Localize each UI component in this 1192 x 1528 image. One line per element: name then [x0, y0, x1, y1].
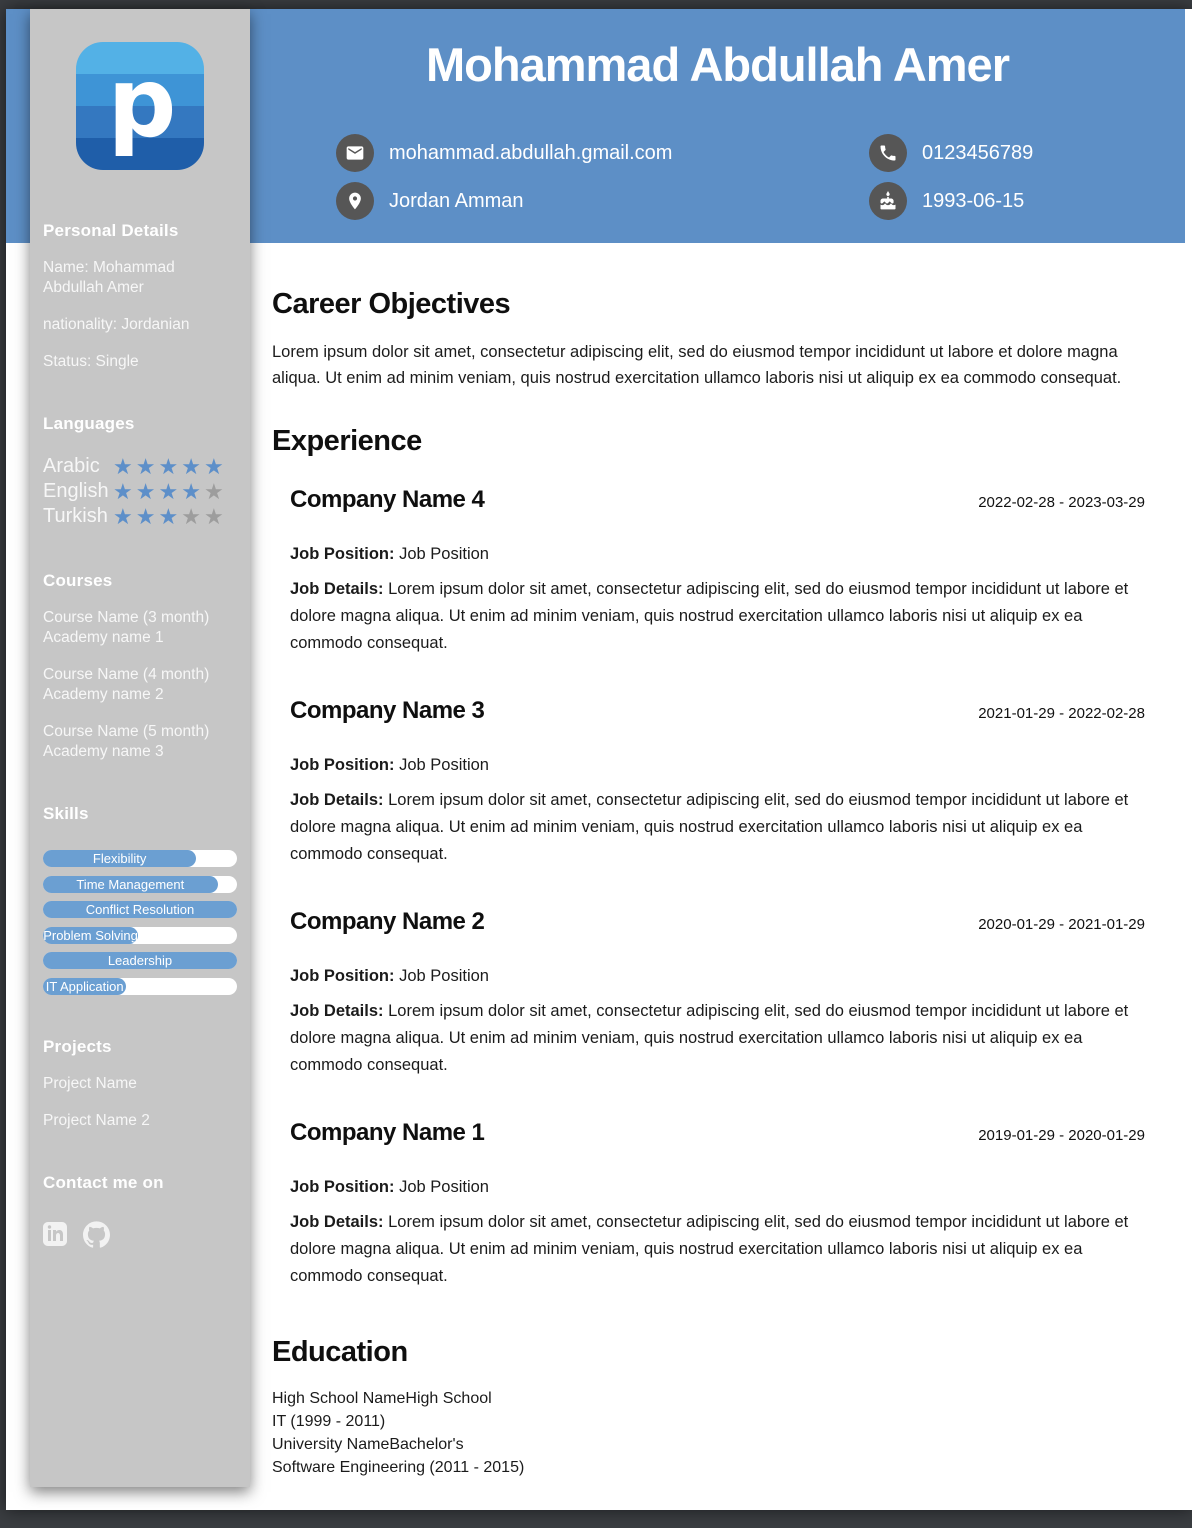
phone-icon	[869, 134, 907, 172]
courses-heading: Courses	[43, 571, 113, 590]
email-icon	[336, 134, 374, 172]
contact-grid	[336, 129, 1185, 225]
page-title: Mohammad Abdullah Amer	[426, 38, 1009, 91]
career-objectives-heading: Career Objectives	[272, 288, 511, 320]
course-name: Course Name (3 month)	[43, 609, 210, 626]
job-position-line	[290, 545, 1145, 564]
course-academy: Academy name 1	[43, 629, 164, 646]
birthday-cake-icon	[869, 182, 907, 220]
skill-bar-fill	[43, 927, 138, 944]
course-academy: Academy name 2	[43, 686, 164, 703]
job-details-text: Lorem ipsum dolor sit amet, consectetur adipiscing elit, sed do eiusmod tempor incididunt ut labore et dolore magna aliqua. Ut enim ad minim veniam, quis nostrud exercitation ullamco laboris nisi ut aliquip ex ea commodo consequat.	[290, 791, 1129, 863]
job-details-text: Lorem ipsum dolor sit amet, consectetur adipiscing elit, sed do eiusmod tempor incididunt ut labore et dolore magna aliqua. Ut enim ad minim veniam, quis nostrud exercitation ullamco laboris nisi ut aliquip ex ea commodo consequat.	[290, 1002, 1129, 1074]
language-name: English	[43, 480, 109, 502]
star-filled-icon: ★	[181, 453, 204, 479]
job-position-value: Job Position	[399, 756, 489, 774]
job-position-value: Job Position	[399, 1178, 489, 1196]
job-position-label: Job Position:	[290, 545, 400, 563]
job-details-label: Job Details:	[290, 1002, 389, 1020]
skill-name: Conflict Resolution	[85, 902, 195, 917]
star-filled-icon: ★	[135, 453, 159, 479]
course-item	[43, 665, 237, 705]
contact-location	[336, 177, 869, 225]
language-star-rating	[113, 503, 227, 529]
projects-heading: Projects	[43, 1036, 112, 1056]
job-position-value: Job Position	[399, 967, 489, 985]
social-links	[43, 1221, 237, 1253]
experience-entry	[290, 1119, 1145, 1290]
star-filled-icon: ★	[113, 453, 136, 479]
sidebar	[30, 9, 250, 1487]
course-name: Course Name (4 month)	[43, 666, 210, 683]
personal-detail-item: Name: Mohammad Abdullah Amer	[43, 259, 175, 296]
contact-email	[336, 129, 869, 177]
app-logo	[76, 42, 204, 175]
skill-bar-fill	[43, 850, 196, 867]
job-details-line	[290, 998, 1145, 1079]
course-name: Course Name (5 month)	[43, 723, 210, 740]
skill-name: Problem Solving	[43, 927, 138, 943]
birthday-value: 1993-06-15	[922, 189, 1025, 212]
language-name: Turkish	[43, 505, 108, 527]
language-name: Arabic	[43, 455, 100, 477]
job-details-label: Job Details:	[290, 1213, 389, 1231]
job-details-text: Lorem ipsum dolor sit amet, consectetur adipiscing elit, sed do eiusmod tempor incididunt ut labore et dolore magna aliqua. Ut enim ad minim veniam, quis nostrud exercitation ullamco laboris nisi ut aliquip ex ea commodo consequat.	[290, 580, 1129, 652]
job-position-line	[290, 967, 1145, 986]
star-filled-icon: ★	[135, 478, 159, 504]
skill-bar-fill	[43, 952, 237, 969]
career-objectives-text: Lorem ipsum dolor sit amet, consectetur adipiscing elit, sed do eiusmod tempor incididunt ut labore et dolore magna aliqua. Ut enim ad minim veniam, quis nostrud exercitation ullamco laboris nisi ut aliquip ex ea commodo consequat.	[272, 343, 1122, 387]
experience-entry	[290, 697, 1145, 868]
experience-entry-head	[290, 908, 1145, 936]
employment-dates: 2022-02-28 - 2023-03-29	[978, 494, 1145, 511]
experience-entry-head	[290, 697, 1145, 725]
education-list	[272, 1387, 1145, 1479]
language-star-rating	[113, 478, 227, 504]
location-pin-icon	[336, 182, 374, 220]
company-name: Company Name 4	[290, 486, 485, 513]
experience-entry	[290, 486, 1145, 657]
contact-birthday	[869, 177, 1185, 225]
location-value: Jordan Amman	[389, 189, 524, 212]
skills-heading: Skills	[43, 804, 89, 823]
contact-phone	[869, 129, 1185, 177]
languages-list	[43, 454, 237, 529]
education-line: IT (1999 - 2011)	[272, 1413, 386, 1430]
company-name: Company Name 2	[290, 908, 485, 935]
star-filled-icon: ★	[113, 478, 136, 504]
skill-bar-fill	[43, 901, 237, 918]
project-item: Project Name	[43, 1074, 137, 1092]
github-icon[interactable]	[83, 1221, 110, 1253]
skill-bar	[43, 850, 237, 867]
star-empty-icon: ★	[203, 503, 227, 529]
personal-details-heading: Personal Details	[43, 221, 179, 240]
languages-heading: Languages	[43, 414, 135, 433]
star-empty-icon: ★	[181, 503, 204, 529]
employment-dates: 2020-01-29 - 2021-01-29	[978, 916, 1145, 933]
skill-name: Flexibility	[92, 851, 147, 866]
star-filled-icon: ★	[203, 453, 227, 479]
company-name: Company Name 3	[290, 697, 485, 724]
star-filled-icon: ★	[158, 478, 182, 504]
personal-details-list	[43, 258, 237, 372]
main-content	[250, 243, 1192, 1479]
employment-dates: 2019-01-29 - 2020-01-29	[978, 1127, 1145, 1144]
job-details-label: Job Details:	[290, 791, 389, 809]
job-position-line	[290, 1178, 1145, 1197]
skill-bar-fill	[43, 876, 218, 893]
skill-name: Time Management	[76, 876, 185, 892]
job-position-label: Job Position:	[290, 967, 400, 985]
employment-dates: 2021-01-29 - 2022-02-28	[978, 705, 1145, 722]
experience-entry-head	[290, 486, 1145, 514]
project-item: Project Name 2	[43, 1111, 150, 1129]
job-position-label: Job Position:	[290, 756, 400, 774]
star-filled-icon: ★	[158, 453, 182, 479]
star-filled-icon: ★	[158, 503, 182, 529]
education-line: University NameBachelor's	[272, 1436, 464, 1453]
skill-name: Leadership	[107, 953, 173, 968]
skill-bar	[43, 876, 237, 893]
job-details-text: Lorem ipsum dolor sit amet, consectetur adipiscing elit, sed do eiusmod tempor incididunt ut labore et dolore magna aliqua. Ut enim ad minim veniam, quis nostrud exercitation ullamco laboris nisi ut aliquip ex ea commodo consequat.	[290, 1213, 1129, 1285]
star-filled-icon: ★	[181, 478, 204, 504]
star-filled-icon: ★	[113, 503, 136, 529]
skill-name: IT Application	[45, 978, 124, 994]
contact-me-heading: Contact me on	[43, 1172, 164, 1192]
job-details-line	[290, 1209, 1145, 1290]
skill-bar	[43, 901, 237, 918]
logo-letter: p	[107, 47, 177, 159]
job-position-label: Job Position:	[290, 1178, 400, 1196]
job-details-label: Job Details:	[290, 580, 389, 598]
star-empty-icon: ★	[203, 478, 227, 504]
language-star-rating	[113, 453, 227, 479]
skills-list	[43, 850, 237, 995]
education-heading: Education	[272, 1336, 408, 1368]
job-position-line	[290, 756, 1145, 775]
education-line: Software Engineering (2011 - 2015)	[272, 1459, 525, 1476]
job-position-value: Job Position	[399, 545, 489, 563]
education-line: High School NameHigh School	[272, 1390, 492, 1407]
resume-page	[6, 9, 1192, 1510]
company-name: Company Name 1	[290, 1119, 485, 1146]
language-row	[43, 454, 237, 479]
phone-value: 0123456789	[922, 141, 1034, 164]
email-value: mohammad.abdullah.gmail.com	[389, 141, 673, 164]
experience-list	[272, 486, 1145, 1290]
experience-entry-head	[290, 1119, 1145, 1147]
courses-list	[43, 608, 237, 762]
skill-bar	[43, 952, 237, 969]
star-filled-icon: ★	[135, 503, 159, 529]
course-academy: Academy name 3	[43, 743, 164, 760]
skill-bar-fill	[43, 978, 126, 995]
course-item	[43, 608, 237, 648]
experience-entry	[290, 908, 1145, 1079]
language-row	[43, 504, 237, 529]
personal-detail-item: nationality: Jordanian	[43, 316, 190, 333]
linkedin-icon[interactable]	[43, 1222, 67, 1251]
job-details-line	[290, 787, 1145, 868]
course-item	[43, 722, 237, 762]
personal-detail-item: Status: Single	[43, 353, 139, 370]
experience-heading: Experience	[272, 425, 422, 457]
projects-list	[43, 1074, 237, 1131]
language-row	[43, 479, 237, 504]
skill-bar	[43, 927, 237, 944]
job-details-line	[290, 576, 1145, 657]
skill-bar	[43, 978, 237, 995]
